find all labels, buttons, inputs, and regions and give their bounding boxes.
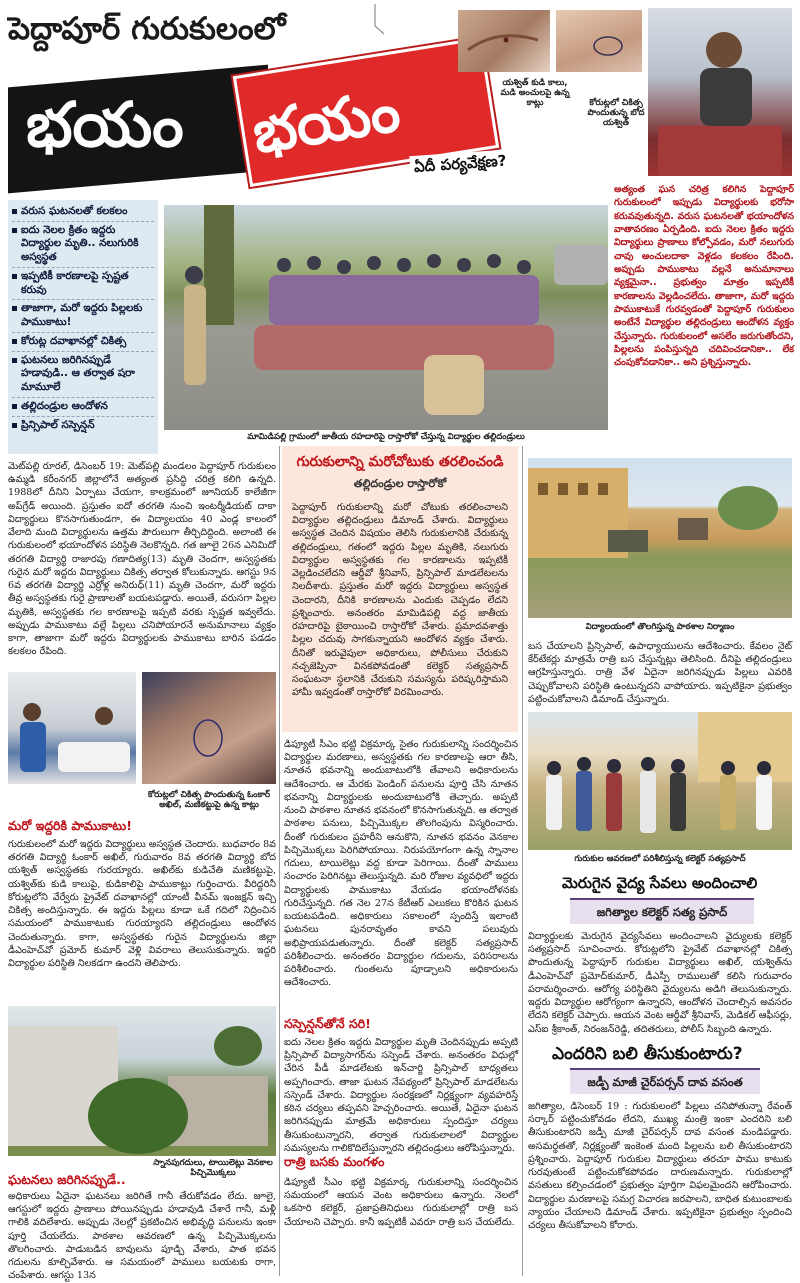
column-rule [522, 446, 523, 1276]
article-suspension: ఐదు నెలల క్రితం ఇద్దరు విద్యార్థుల మృతి చెందినప్పుడు అప్పటి ప్రిన్సిపాల్ విద్యాసాగర్‌ను సస్పెండ్ చేశారు. అనంతరం విధుల్లో చేరిన పీడీ మాడలేటకు ఇన్‌చార్జి ప్రిన్సిపాల్ బాధ్యతలు అప్పగించారు. తాజా ఘటన నేపథ్యంలో ప్రిన్సిపాల్ మాడలేటను సస్పెండ్ చేశారు. విద్యార్థుల సంరక్షణలో నిర్లక్ష్యంగా వ్యవహరిస్తే కఠిన చర్యలు తప్పవని హెచ్చరించారు. అయితే, ఏదైనా ఘటన జరిగినప్పుడు మాత్రమే అధికారులు స్పందిస్తూ చర్యలు తీసుకుంటున్నారని, తర్వాత గురుకులాలలో విద్యార్థుల సమస్యలను గాలికొదిలేస్తున్నారని తల్లిదండ్రులు ఆరోపిస్తున్నారు. [284, 1037, 518, 1154]
caption-boy-in-hospital: కోరుట్లలో చికిత్స పొందుతున్న ఓంకార్ అఖిల్, మణికట్టుపై ఉన్న కాట్లు [147, 790, 271, 811]
building-shrubs-icon [8, 1006, 276, 1156]
demolition-photo [528, 458, 792, 618]
subhead-another-two: మరో ఇద్దరికి పాముకాటు! [8, 818, 132, 833]
wrist-circle-icon [142, 672, 276, 784]
highlight-item: ఘటనలు జరిగినప్పుడే హడావుడి.. ఆ తర్వాత షరా మామూలే [12, 352, 154, 398]
article-main: మెట్‌పల్లి రూరల్, డిసెంబర్ 19: మెట్‌పల్లి మండలం పెద్దాపూర్ గురుకులం ఉమ్మడి కరీంనగర్ జిల్లాలోనే అత్యంత ప్రసిద్ధి చరిత్ర కలిగి ఉన్నది. 1988లో దీనిని ఏర్పాటు చేయగా, కాలక్రమంలో జూనియర్ కాలేజీగా అప్‌గ్రేడ్ అయింది. ప్రస్తుతం ఐదో తరగతి నుంచి ఇంటర్మీడియట్ దాకా విద్యార్థులు కొనసాగుతుండగా, ఈ విద్యాలయం 40 ఎండ్ల కాలంలో వేలాది మంది విద్యార్థులను ఉత్తమ పౌరులుగా తీర్చిదిద్దింది. అలాంటి ఈ గురుకులంలో భయాందోళన పరిస్థితి నెలకొన్నది. గత జూలై 26న ఎనిమిదో తరగతి విద్యార్థి రాజారపు గణాదిత్య(13) మృతి చెందగా, అస్వస్థతకు గురైన మరో ఇద్దరు విద్యార్థులు చికిత్స తర్వాత కోలుకున్నారు. ఆగస్టు 9న 6వ తరగతి విద్యార్థి ఎర్రోళ్ల అనిరుధ్(11) మృతి చెందగా, మరో ఇద్దరు తీవ్ర అస్వస్థతకు గురై ప్రాణాలతో బయటపడ్డారు. అయితే, వరుసగా పిల్లల మృతికి, అస్వస్థతకు గల కారణాలపై ఇప్పటి వరకు స్పష్టత ఇవ్వలేదు. అప్పుడు పాముకాటు వల్లే పిల్లలు చనిపోయారనే అనుమానాలు వ్యక్తం కాగా, తాజాగా మరో ఇద్దరు విద్యార్థులకు పాముకాటు బారిన పడడం కలకలం రేపింది. [8, 461, 276, 658]
protest-subheading: తల్లిదండ్రుల రాస్తారోకో [353, 477, 447, 490]
intro-paragraph: అత్యంత ఘన చరిత్ర కలిగిన పెద్దాపూర్ గురుకులంలో ఇప్పుడు విద్యార్థులకు భరోసా కరువవుతున్నది. వరుస ఘటనలతో భయాందోళన వాతావరణం ఏర్పడింది. ఐదు నెలల క్రితం ఇద్దరు విద్యార్థులు ప్రాణాలు కోల్పోవడం, మరో నలుగురు చావు అంచులదాకా వెళ్లడం కలకలం రేపింది. అప్పుడు పాముకాటు వల్లనే అనుమానాలు వ్యక్తమైనా.. ప్రభుత్వం మాత్రం ఇప్పటికీ కారణాలను వెల్లడించలేదు. తాజాగా, మరో ఇద్దరు పాముకాటుకే గురవ్వడంతో పెద్దాపూర్ గురుకులం అంటేనే విద్యార్థుల తల్లిదండ్రులు ఆందోళన వ్యక్తం చేస్తున్నారు. గురుకులంలో అసలేం జరుగుతోందని, పిల్లలను పంపిస్తున్నది చదివించడానికా.. లేక చంపుకోవడానికా.. అని ప్రశ్నిస్తున్నారు. [614, 184, 794, 369]
article-medical: విద్యార్థులకు మెరుగైన వైద్యసేవలు అందించాలని వైద్యులకు కలెక్టర్ సత్యప్రసాద్ సూచించారు. కోరుట్లలోని ప్రైవేట్ దవాఖానల్లో చికిత్స పొందుతున్న పెద్దాపూర్ గురుకుల విద్యార్థులు అఖిల్, యశ్విత్‌ను డీఎంహెచ్‌వో ప్రమోద్‌కుమార్, డీఎస్పీ రాములుతో కలిసి గురువారం పరామర్శించారు. ఆరోగ్య పరిస్థితిని వైద్యులను అడిగి తెలుసుకున్నారు. ఇద్దరు విద్యార్థుల ఆరోగ్యంగా ఉన్నారని, ఆందోళన చెందాల్సిన అవసరం లేదని కలెక్టర్ చెప్పారు. ఆయన వెంట ఆర్డీవో శ్రీనివాస్, మెడికల్ ఆఫీసర్లు, ఎస్‌ఐ శ్రీకాంత్, నిరంజన్‌రెడ్డి, తదితరులు, పోలీస్ సిబ్బంది ఉన్నారు. [528, 931, 792, 1035]
caption-demolition-photo: విద్యాలయంలో తొలగిస్తున్న పాఠశాల నిర్మాణం [585, 622, 735, 632]
bite-mark-icon [458, 10, 550, 72]
protest-heading: గురుకులాన్ని మరోచోటుకు తరలించండి [296, 454, 504, 470]
protest-body: పెద్దాపూర్ గురుకులాన్ని మరో చోటుకు తరలించాలని విద్యార్థుల తల్లిదండ్రులు డిమాండ్ చేశారు. విద్యార్థులు అస్వస్థత చెందిన విషయం తెలిసి గురుకులానికి చేరుకున్న తల్లిదండ్రులు, గతంలో ఇద్దరు పిల్లల మృతికి, నలుగురు విద్యార్థుల అస్వస్థతకు గల కారణాలను ఇప్పటికీ వెల్లడించలేదని ఆర్డీవో శ్రీనివాస్, ప్రిన్సిపాల్ మాడలేటలను నిలదీశారు. ప్రస్తుతం మరో ఇద్దరు విద్యార్థులు అస్వస్థత చెందారని, దీనికి కారణాలను ఎందుకు చెప్పడం లేదని ప్రశ్నించారు. అనంతరం మామిడిపల్లి వద్ద జాతీయ రహదారిపై బైఠాయించి రాస్తారోకో చేశారు. ప్రమాదవశాత్తు పిల్లల చదువు సాగకున్నాయని ఆందోళన వ్యక్తం చేశారు. దీనితో ఇరువైపులా అధికారులు, పోలీసులు చేరుకుని నచ్చజెప్పినా వినకపోవడంతో కలెక్టర్ సత్యప్రసాద్ సంఘటనా స్థలానికి చేరుకుని సమస్యను పరిష్కరిస్తామని హామీ ఇవ్వడంతో రాస్తారోకో విరమించారు. [292, 502, 508, 699]
subhead-medical: మెరుగైన వైద్య సేవలు అందించాలి [562, 874, 758, 892]
header-divider-line [370, 4, 380, 40]
protest-photo [164, 205, 608, 430]
article-col3-top: బస చేయాలని ప్రిన్సిపాల్, ఉపాధ్యాయులను ఆదేశించారు. కేవలం నైట్ కేర్‌టేకర్లు మాత్రమే రాత్రి బస చేస్తున్నట్లు తెలిసింది. దీనిపై తల్లిదండ్రులు ఆగ్రహిస్తున్నారు. రాత్రి వేళ ఏదైనా జరిగినప్పుడు పిల్లలు ఎవరికి చెప్పుకోవాలని పరిస్థితి ఉంటున్నదని వాపోయారు. ఇప్పటికైనా ప్రభుత్వం పట్టించుకోవాలని డిమాండ్ చేస్తున్నారు. [528, 641, 792, 705]
caption-protest-photo: మామిడిపల్లి గ్రామంలో జాతీయ రహదారిపై రాస్తారోకో చేస్తున్న విద్యార్థుల తల్లిదండ్రులు [247, 432, 525, 442]
bite-circle-icon [556, 10, 642, 72]
bite-mark-photo-1 [458, 10, 550, 72]
visitors-icon [8, 672, 136, 784]
highlight-item: కోరుట్ల దవాఖానల్లో చికిత్స [12, 333, 154, 352]
caption-bite-mark-top: యశ్విత్ కుడి కాలు, మడి అంచులపై ఉన్న కాట్లు [500, 78, 570, 109]
article-only-then: అధికారులు ఏదైనా ఘటనలు జరిగితే గానీ తేరుకోవడం లేదు. జూలై, ఆగస్టులో ఇద్దరు ప్రాణాలు పోయినప్పుడు హడావుడి చేశారే గానీ, మళ్లీ గాలికి వదిలేశారు. అప్పుడు నెలల్లో ప్రకటించిన అభివృద్ధి పనులను ఇంకా పూర్తి చేయలేదు. పాఠశాల ఆవరణలో ఉన్న పిచ్చిమొక్కలను తొలగించారు. పాడుబడిన బావులను పూడ్చి వేశారు, పాత భవన గదులను కూల్చివేశారు. ఆ సమయంలో పాములు బయటకు రాగా, చంపేశారు. ఆగస్టు 13న [8, 1191, 276, 1282]
headline-question: ఏదీ పర్యవేక్షణ? [409, 144, 590, 182]
highlight-item: తాజాగా, మరో ఇద్దరు పిల్లలకు పాముకాటు! [12, 300, 154, 332]
crowd-silhouette-icon [164, 205, 608, 430]
bighead-victims: ఎందరిని బలి తీసుకుంటారు? [552, 1044, 743, 1064]
wrist-bite-photo [142, 672, 276, 784]
hospital-visit-photo [8, 672, 136, 784]
highlight-item: తల్లిదండ్రుల ఆందోళన [12, 398, 154, 417]
toilets-photo [8, 1006, 276, 1156]
namebar-collector: జగిత్యాల కలెక్టర్ సత్య ప్రసాద్ [570, 898, 754, 924]
article-night: డిప్యూటీ సీఎం భట్టి విక్రమార్క గురుకులాన్ని సందర్శించిన సమయంలో ఆయన వెంట అధికారులు ఉన్నారు. నెలలో ఒకసారి కలెక్టర్, ప్రజాప్రతినిధులు గురుకులాల్లో రాత్రి బస చేయాలని చెప్పారు. కానీ ఇప్పటికీ ఎవరూ రాత్రి బస చేయలేదు. [284, 1177, 518, 1228]
subhead-night: రాత్రి బసకు మంగళం [284, 1154, 385, 1169]
caption-toilets-photo: స్నానపుగదులు, టాయిలెట్లు వెనకాల పిచ్చిమొక్కలు [153, 1158, 273, 1179]
highlight-item: ఐదు నెలల క్రితం ఇద్దరు విద్యార్థుల మృతి.. నలుగురికి అస్వస్థత [12, 222, 154, 268]
highlight-item: వరుస ఘటనలతో కలకలం [12, 203, 154, 222]
headline-word-2: భయం [248, 76, 405, 167]
headline-word-1: భయం [26, 88, 184, 161]
subhead-only-then: ఘటనలు జరిగినప్పుడే.. [8, 1172, 126, 1187]
column-rule [279, 446, 280, 1276]
highlight-item: ఇప్పటికీ కారణాలపై స్పష్టత కరువు [12, 268, 154, 300]
article-col2-continued: డిప్యూటీ సీఎం భట్టి విక్రమార్క సైతం గురుకులాన్ని సందర్శించిన విద్యార్థుల మరణాలు, అస్వస్థతకు గల కారణాలపై ఆరా తీసి, నూతన భవనాన్ని అందుబాటులోకి తేవాలని అధికారులను ఆదేశించారు. ఆ మేరకు పెండింగ్ పనులను పూర్తి చేసి నూతన భవనాన్ని విద్యార్థులకు అందుబాటులోకి తెచ్చారు. అప్పటి నుంచి పాఠశాల నూతన భవనంలో కొనసాగుతున్నది. ఆ తర్వాత పాఠశాల పనులు, పిచ్చిమొక్కల తొలగింపును విస్మరించారు. దీంతో గురుకులం ప్రహరీని ఆనుకొని, నూతన భవనం వెనకాల పిచ్చిమొక్కలు పెరిగిపోయాయి. నిరుపయోగంగా ఉన్న స్నానాల గదులు, టాయిలెట్లు వద్ద కూడా పెరిగాయి. దీంతో పాములు సంచారం పెరిగినట్లు తెలుస్తున్నది. మరి రోజుల వ్యవధిలో ఇద్దరు విద్యార్థులకు పాముకాటు వేయడం భయాందోళనకు గురిచేస్తున్నది. గత నెల 27న కేటీఆర్ ఎలుకలు కొరికిన ఘటన బయటపడింది. అధికారులు సకాలంలో స్పందిస్తే ఇలాంటి ఘటనలు పునరావృతం కావని పలువురు అభిప్రాయపడుతున్నారు. దీంతో కలెక్టర్ సత్యప్రసాద్ పరిశీలించారు. అనంతరం విద్యార్థుల గదులను, పరిసరాలను పరిశీలించారు. గుంతలను పూడ్చాలని అధికారులను ఆదేశించారు. [284, 739, 518, 989]
kicker-headline: పెద్దాపూర్ గురుకులంలో [8, 11, 286, 47]
bite-mark-photo-2 [556, 10, 642, 72]
article-victims: జగిత్యాల, డిసెంబర్ 19 : గురుకులంలో పిల్లలు చనిపోతున్నా రేవంత్ సర్కార్ పట్టించుకోవడం లేదని, ముఖ్య మంత్రి ఇంకా ఎందరిని బలి తీసుకుంటారని జడ్పీ మాజీ చైర్‌పర్సన్ దావ వసంత మండిపడ్డారు. అసమర్థతతో, నిర్లక్ష్యంతో ఇంకెంత మంది పిల్లలను బలి తీసుకుంటారని ప్రశ్నించారు. పెద్దాపూర్ గురుకుల విద్యార్థులు తరచూ పాము కాటుకు గురవుతుంటే పట్టించుకోకపోవడం దారుణమన్నారు. గురుకులాల్లో వసతులు కల్పించడంలో ప్రభుత్వం పూర్తిగా విఫలమైందని ఆరోపించారు. విద్యార్థుల మరణాలపై సమగ్ర విచారణ జరపాలని, బాధిత కుటుంబాలకు న్యాయం చేయాలని డిమాండ్ చేశారు. ఇప్పటికైనా ప్రభుత్వం స్పందించి చర్యలు తీసుకోవాలని కోరారు. [528, 1101, 792, 1232]
article-snakebite: గురుకులంలో మరో ఇద్దరు విద్యార్థులు అస్వస్థత చెందారు. బుధవారం 8వ తరగతి విద్యార్థి ఓంకార్ అఖిల్, గురువారం 8వ తరగతి విద్యార్థి బోద యశ్విత్ అస్వస్థతకు గురయ్యారు. అఖిల్‌కు కుడిచేతి మణికట్టుపై, యశ్విత్‌కు కుడి కాలుపై, కుడికాలిపై పాముకాట్లు గుర్తించారు. వీరిద్దరినీ కోరుట్లలోని వేర్వేరు ప్రైవేట్ దవాఖానల్లో యాంటీ వీనమ్ ఇంజక్షన్ ఇచ్చి చికిత్స అందిస్తున్నారు. ఈ ఇద్దరు పిల్లలు కూడా ఒకే గదిలో నిద్రించిన సమయంలో పాముకాటుకు గురయ్యారని తల్లిదండ్రులు ఆందోళన చెందుతున్నారు. కాగా, అస్వస్థతకు గురైన విద్యార్థులను జిల్లా డీఎంహెచ్‌వో ప్రమోద్ కుమార్ వెళ్లి వివరాలు తెలుసుకున్నారు. ఇద్దరి విద్యార్థుల పరిస్థితి నిలకడగా ఉందని తెలిపారు. [8, 839, 276, 970]
highlight-item: ప్రిన్సిపాల్ సస్పెన్షన్ [12, 417, 154, 435]
inspection-photo [528, 712, 792, 850]
highlights-box [8, 200, 158, 454]
subhead-suspension: సస్పెన్షన్‌తోనే సరి! [284, 1016, 371, 1031]
boy-in-bed-photo [648, 8, 792, 176]
school-building-icon [528, 458, 792, 618]
protest-sidebar [282, 446, 518, 732]
officials-walking-icon [528, 712, 792, 850]
caption-inspection-photo: గురుకుల ఆవరణలో పరిశీలిస్తున్న కలెక్టర్ సత్యప్రసాద్ [574, 854, 746, 864]
patient-silhouette-icon [648, 8, 792, 176]
caption-boy-in-bed-top: కోరుట్లలో చికిత్స పొందుతున్న బోద యశ్విత్ [587, 98, 645, 129]
namebar-jeevan: జడ్పీ మాజీ చైర్‌పర్సన్ దావ వసంత [570, 1068, 760, 1094]
